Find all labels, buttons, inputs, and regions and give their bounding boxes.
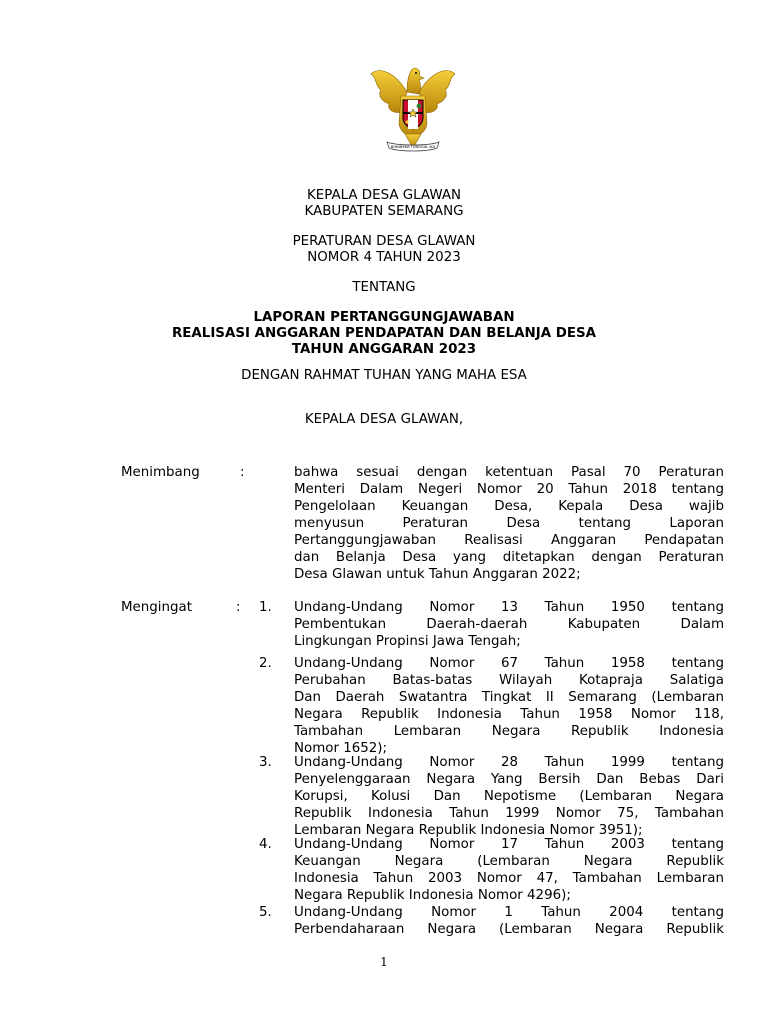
text-line: Desa Glawan untuk Tahun Anggaran 2022; <box>294 567 581 582</box>
text-line: Negara Republik Indonesia Nomor 4296); <box>294 888 571 903</box>
menimbang-text <box>294 464 724 583</box>
text-line: Republik Indonesia Tahun 1999 Nomor 75, Tambahan <box>294 806 724 821</box>
mengingat-item-1 <box>294 599 724 650</box>
text-line: Lingkungan Propinsi Jawa Tengah; <box>294 634 521 649</box>
text-line: Tambahan Lembaran Negara Republik Indonesia <box>294 724 724 739</box>
text-line: Pertanggungjawaban Realisasi Anggaran Pendapatan <box>294 533 724 548</box>
header-title-line2: KABUPATEN SEMARANG <box>304 204 464 219</box>
garuda-pancasila-emblem <box>367 62 459 158</box>
text-line: menyusun Peraturan Desa tentang Laporan <box>294 516 724 531</box>
page-number: 1 <box>380 955 388 969</box>
list-item-number: 1. <box>259 600 272 615</box>
regulation-number: NOMOR 4 TAHUN 2023 <box>307 250 461 265</box>
text-line: Pembentukan Daerah-daerah Kabupaten Dalam <box>294 617 724 632</box>
regulation-name: PERATURAN DESA GLAWAN <box>292 234 476 249</box>
mengingat-label: Mengingat <box>121 600 192 615</box>
about-heading: TENTANG <box>352 280 416 295</box>
document-title-line3: TAHUN ANGGARAN 2023 <box>291 342 477 357</box>
mengingat-colon: : <box>236 600 241 615</box>
text-line: Perbendaharaan Negara (Lembaran Negara Republik <box>294 922 724 937</box>
mengingat-item-2 <box>294 655 724 757</box>
text-line: bahwa sesuai dengan ketentuan Pasal 70 Peraturan <box>294 465 724 480</box>
text-line: Indonesia Tahun 2003 Nomor 47, Tambahan Lembaran <box>294 871 724 886</box>
list-item-number: 4. <box>259 837 272 852</box>
list-item-number: 3. <box>259 755 272 770</box>
text-line: Menteri Dalam Negeri Nomor 20 Tahun 2018 tentang <box>294 482 724 497</box>
text-line: Undang-Undang Nomor 13 Tahun 1950 tentang <box>294 600 724 615</box>
header-title-line1: KEPALA DESA GLAWAN <box>307 188 461 203</box>
text-line: Keuangan Negara (Lembaran Negara Republik <box>294 854 724 869</box>
text-line: Korupsi, Kolusi Dan Nepotisme (Lembaran Negara <box>294 789 724 804</box>
text-line: Undang-Undang Nomor 17 Tahun 2003 tentang <box>294 837 724 852</box>
text-line: Lembaran Negara Republik Indonesia Nomor 3951); <box>294 823 643 838</box>
menimbang-label: Menimbang <box>121 465 200 480</box>
text-line: dan Belanja Desa yang ditetapkan dengan Peraturan <box>294 550 724 565</box>
text-line: Pengelolaan Keuangan Desa, Kepala Desa wajib <box>294 499 724 514</box>
list-item-number: 5. <box>259 905 272 920</box>
text-line: Undang-Undang Nomor 28 Tahun 1999 tentang <box>294 755 724 770</box>
text-line: Nomor 1652); <box>294 741 388 756</box>
blessing-line: DENGAN RAHMAT TUHAN YANG MAHA ESA <box>241 368 527 383</box>
document-title-line2: REALISASI ANGGARAN PENDAPATAN DAN BELANJA DESA <box>171 326 597 341</box>
mengingat-item-3 <box>294 754 724 839</box>
text-line: Dan Daerah Swatantra Tingkat II Semarang (Lembaran <box>294 690 724 705</box>
text-line: Perubahan Batas-batas Wilayah Kotapraja Salatiga <box>294 673 724 688</box>
document-title-line1: LAPORAN PERTANGGUNGJAWABAN <box>253 310 515 325</box>
text-line: Undang-Undang Nomor 67 Tahun 1958 tentang <box>294 656 724 671</box>
text-line: Undang-Undang Nomor 1 Tahun 2004 tentang <box>294 905 724 920</box>
text-line: Penyelenggaraan Negara Yang Bersih Dan Bebas Dari <box>294 772 724 787</box>
menimbang-colon: : <box>240 465 245 480</box>
emblem-motto: BHINNEKA TUNGGAL IKA <box>390 145 436 149</box>
mengingat-item-5 <box>294 904 724 938</box>
list-item-number: 2. <box>259 656 272 671</box>
mengingat-item-4 <box>294 836 724 904</box>
text-line: Negara Republik Indonesia Tahun 1958 Nomor 118, <box>294 707 724 722</box>
authority-line: KEPALA DESA GLAWAN, <box>304 412 464 427</box>
